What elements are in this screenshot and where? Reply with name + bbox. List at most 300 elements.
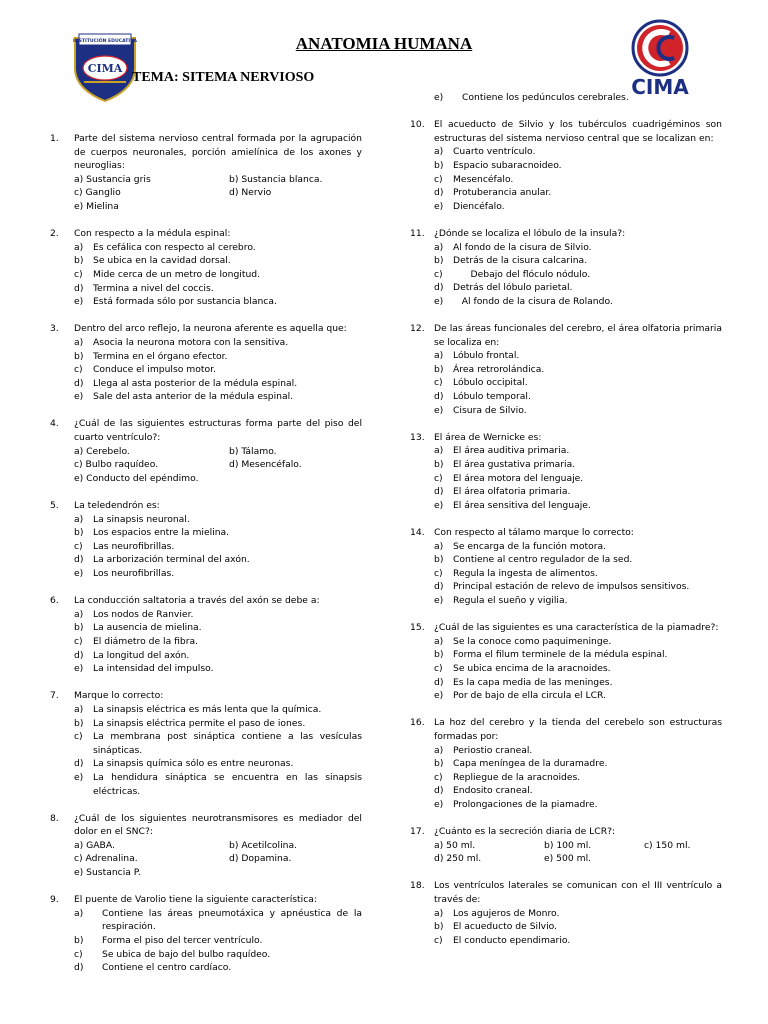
answer-option: a) Cerebelo. <box>74 445 130 457</box>
question-stem: Parte del sistema nervioso central formada por la agrupación de cuerpos neuronales, porción amielínica de los axones y neuroglias: <box>74 133 362 172</box>
option-letter: a) <box>74 336 84 348</box>
option-letter: b) <box>74 527 84 539</box>
option-text: Contiene el centro cardíaco. <box>102 962 232 974</box>
question-item <box>410 91 722 105</box>
option-text: Cuarto ventrículo. <box>453 146 536 158</box>
left-question-column <box>50 132 365 988</box>
question-stem: De las áreas funcionales del cerebro, el área olfatoria primaria se localiza en: <box>434 323 722 348</box>
option-letter: a) <box>434 744 444 756</box>
question-body <box>74 322 362 404</box>
option-letter: e) <box>74 663 84 675</box>
option-letter: e) <box>74 296 84 308</box>
option-text: El área gustativa primaria. <box>453 459 576 471</box>
option-letter: e) <box>434 594 444 606</box>
option-text: La sinapsis eléctrica permite el paso de iones. <box>93 717 306 729</box>
answer-option <box>74 662 362 676</box>
option-letter: b) <box>74 622 84 634</box>
option-text: Debajo del flóculo nódulo. <box>453 268 591 280</box>
option-letter: d) <box>74 649 84 661</box>
answer-option <box>434 499 722 513</box>
answer-option <box>74 635 362 649</box>
option-text: La longitud del axón. <box>93 649 190 661</box>
answer-option <box>74 526 362 540</box>
option-letter: c) <box>434 934 443 946</box>
answer-option: a) 50 ml. <box>434 839 476 851</box>
question-stem: Con respecto al tálamo marque lo correcto: <box>434 527 634 538</box>
question-stem: ¿Cuánto es la secreción diaria de LCR?: <box>434 826 616 838</box>
question-stem: La hoz del cerebro y la tienda del cerebelo son estructuras formadas por: <box>434 717 722 742</box>
answer-option: d) Dopamina. <box>229 853 292 865</box>
right-question-column <box>410 91 722 961</box>
answer-option: d) Mesencéfalo. <box>229 459 302 471</box>
options-grid <box>74 839 362 880</box>
answer-option <box>434 784 722 798</box>
answer-option <box>434 458 722 472</box>
answer-option <box>74 390 362 404</box>
question-item <box>50 594 362 676</box>
option-letter: b) <box>434 649 444 661</box>
option-text: Prolongaciones de la piamadre. <box>453 798 598 810</box>
question-body <box>434 879 722 947</box>
options-grid <box>434 839 722 866</box>
question-number: 6. <box>50 595 59 607</box>
answer-option <box>434 594 722 608</box>
answer-option: e) Mielina <box>74 200 119 212</box>
option-text: La sinapsis química sólo es entre neuronas. <box>93 758 294 770</box>
answer-option <box>434 934 722 948</box>
question-number: 18. <box>410 880 425 892</box>
options-grid <box>74 445 362 486</box>
page-title: ANATOMIA HUMANA <box>295 34 473 53</box>
option-letter: c) <box>434 567 443 579</box>
option-letter: e) <box>434 798 444 810</box>
question-stem: El puente de Varolio tiene la siguiente característica: <box>74 894 317 906</box>
answer-option: b) Sustancia blanca. <box>229 173 323 185</box>
option-letter: a) <box>74 907 84 919</box>
question-body <box>74 227 362 309</box>
option-text: Lóbulo frontal. <box>453 350 520 362</box>
option-letter: b) <box>434 554 444 566</box>
answer-option <box>74 295 362 309</box>
question-stem: El acueducto de Silvio y los tubérculos cuadrigéminos son estructuras del sistema nervioso central que se localizan en: <box>434 119 722 144</box>
option-letter: d) <box>434 581 444 593</box>
option-text: Repliegue de la aracnoides. <box>453 771 581 783</box>
question-stem: La conducción saltatoria a través del axón se debe a: <box>74 595 320 607</box>
question-body <box>434 322 722 417</box>
option-text: Se ubica de bajo del bulbo raquídeo. <box>102 948 271 960</box>
option-letter: c) <box>74 731 83 743</box>
question-number <box>410 91 434 105</box>
question-body <box>434 91 722 105</box>
question-number: 4. <box>50 418 59 430</box>
answer-option: d) 250 ml. <box>434 853 482 865</box>
question-body <box>434 431 722 513</box>
option-letter: c) <box>74 540 83 552</box>
option-text: Llega al asta posterior de la médula espinal. <box>93 377 298 389</box>
option-text: Espacio subaracnoideo. <box>453 159 562 171</box>
question-number: 15. <box>410 622 425 634</box>
answer-option <box>74 282 362 296</box>
answer-option <box>434 404 722 418</box>
option-letter: a) <box>74 608 84 620</box>
option-text: El área olfatoria primaria. <box>453 486 571 498</box>
question-item <box>410 526 722 608</box>
option-text: Contiene al centro regulador de la sed. <box>453 554 633 566</box>
option-text: Termina en el órgano efector. <box>93 350 228 362</box>
question-item <box>50 689 365 798</box>
option-letter: a) <box>74 513 84 525</box>
option-letter: a) <box>434 540 444 552</box>
answer-option <box>434 173 722 187</box>
question-body <box>434 621 722 703</box>
option-letter: d) <box>74 377 84 389</box>
answer-option <box>74 934 362 948</box>
answer-option: c) 150 ml. <box>644 839 691 851</box>
question-item <box>50 812 362 880</box>
answer-option: a) GABA. <box>74 839 115 851</box>
option-letter: a) <box>434 241 444 253</box>
answer-option <box>74 268 362 282</box>
answer-option <box>74 350 362 364</box>
option-letter: e) <box>434 295 444 307</box>
question-body <box>434 118 722 213</box>
option-text: Contiene las áreas pneumotáxica y apnéustica de la respiración. <box>102 907 365 933</box>
answer-option: e) 500 ml. <box>544 853 592 865</box>
question-item <box>50 132 362 214</box>
answer-option <box>74 649 362 663</box>
option-text: Regula la ingesta de alimentos. <box>453 567 598 579</box>
question-number: 13. <box>410 431 425 443</box>
question-stem: Los ventrículos laterales se comunican con el III ventrículo a través de: <box>434 880 722 906</box>
question-body <box>74 893 365 975</box>
option-text: Lóbulo occipital. <box>453 377 528 389</box>
answer-option <box>74 241 362 255</box>
answer-option <box>434 241 722 255</box>
option-text: El diámetro de la fibra. <box>93 635 199 647</box>
answer-option <box>434 689 722 703</box>
option-text: Regula el sueño y vigilia. <box>453 594 568 606</box>
answer-option: a) Sustancia gris <box>74 173 151 185</box>
question-stem: ¿Cuál de las siguientes estructuras forma parte del piso del cuarto ventrículo?: <box>74 418 362 444</box>
option-text: Contiene los pedúnculos cerebrales. <box>462 92 629 103</box>
option-letter: e) <box>434 200 444 212</box>
answer-option <box>434 254 722 268</box>
option-letter: d) <box>434 391 444 403</box>
option-letter: e) <box>74 391 84 403</box>
question-stem: ¿Cuál de las siguientes es una característica de la piamadre?: <box>434 622 719 634</box>
option-letter: d) <box>434 486 444 498</box>
answer-option <box>74 608 362 622</box>
option-text: Es la capa media de las meninges. <box>453 676 613 688</box>
cima-circle-logo <box>622 18 698 98</box>
option-text: Se la conoce como paquimeninge. <box>453 635 612 647</box>
answer-option: c) Ganglio <box>74 187 121 199</box>
answer-option: d) Nervio <box>229 187 272 199</box>
option-letter: c) <box>434 377 443 389</box>
answer-option <box>434 676 722 690</box>
question-body <box>434 716 722 811</box>
option-text: Protuberancia anular. <box>453 187 552 199</box>
answer-option <box>74 961 362 975</box>
question-item <box>410 621 722 703</box>
option-text: Asocia la neurona motora con la sensitiva. <box>93 336 289 348</box>
question-stem: Dentro del arco reflejo, la neurona aferente es aquella que: <box>74 323 347 335</box>
question-number: 3. <box>50 323 59 335</box>
option-text: Por de bajo de ella circula el LCR. <box>453 690 606 702</box>
option-letter: b) <box>74 255 84 267</box>
option-letter: a) <box>74 703 84 715</box>
page-subtitle: TEMA: SITEMA NERVIOSO <box>132 70 315 85</box>
question-item <box>50 893 365 975</box>
option-text: Endosito craneal. <box>453 785 533 797</box>
option-text: Al fondo de la cisura de Rolando. <box>453 295 613 307</box>
option-text: El acueducto de Silvio. <box>453 921 557 933</box>
question-stem: ¿Cuál de los siguientes neurotransmisores es mediador del dolor en el SNC?: <box>74 812 362 838</box>
question-number: 8. <box>50 812 59 824</box>
question-number: 9. <box>50 894 59 906</box>
option-letter: d) <box>434 785 444 797</box>
question-number: 16. <box>410 717 425 729</box>
question-item <box>410 431 722 513</box>
option-text: Lóbulo temporal. <box>453 391 531 403</box>
answer-option <box>434 200 722 214</box>
question-body <box>434 825 722 866</box>
option-letter: e) <box>434 404 444 416</box>
question-item <box>50 227 362 309</box>
answer-option: b) Tálamo. <box>229 445 277 457</box>
answer-option <box>74 757 362 771</box>
options-grid <box>74 173 362 214</box>
option-letter: a) <box>434 350 444 362</box>
answer-option <box>434 268 722 282</box>
option-letter: d) <box>74 758 84 770</box>
answer-option <box>434 771 722 785</box>
answer-option <box>434 798 722 812</box>
option-text: Se ubica encima de la aracnoides. <box>453 662 611 674</box>
option-text: Los espacios entre la mielina. <box>93 527 230 539</box>
option-text: Termina a nivel del coccis. <box>93 282 214 294</box>
option-text: Diencéfalo. <box>453 200 505 212</box>
answer-option <box>434 295 722 309</box>
question-number: 11. <box>410 227 425 239</box>
option-text: Sale del asta anterior de la médula espinal. <box>93 391 294 403</box>
answer-option <box>74 254 362 268</box>
answer-option <box>434 186 722 200</box>
question-stem: Marque lo correcto: <box>74 690 164 702</box>
option-text: Mesencéfalo. <box>453 173 514 185</box>
answer-option <box>434 635 722 649</box>
option-letter: b) <box>74 935 84 947</box>
answer-option <box>74 513 362 527</box>
option-text: La membrana post sináptica contiene a las vesículas sinápticas. <box>93 731 365 756</box>
answer-option <box>74 907 365 934</box>
question-item <box>410 118 722 213</box>
answer-option: e) Sustancia P. <box>74 867 141 879</box>
answer-option <box>74 377 362 391</box>
option-letter: d) <box>74 962 84 974</box>
answer-option <box>434 553 722 567</box>
option-text: La intensidad del impulso. <box>93 663 214 675</box>
question-stem: Con respecto a la médula espinal: <box>74 228 231 240</box>
option-letter: b) <box>434 921 444 933</box>
option-text: Es cefálica con respecto al cerebro. <box>93 241 256 253</box>
answer-option <box>434 444 722 458</box>
question-item <box>50 417 362 485</box>
question-number: 14. <box>410 527 425 538</box>
question-stem: ¿Dónde se localiza el lóbulo de la insula?: <box>434 227 626 239</box>
option-letter: d) <box>434 676 444 688</box>
answer-option: b) Acetilcolina. <box>229 839 298 851</box>
answer-option <box>434 390 722 404</box>
option-text: Forma el filum terminele de la médula espinal. <box>453 649 668 661</box>
option-letter: c) <box>74 635 83 647</box>
option-letter: b) <box>434 459 444 471</box>
answer-option <box>74 567 362 581</box>
answer-option <box>434 472 722 486</box>
option-text: La arborización terminal del axón. <box>93 554 250 566</box>
option-text: Periostio craneal. <box>453 744 533 756</box>
option-letter: d) <box>434 282 444 294</box>
answer-option: c) Adrenalina. <box>74 853 138 865</box>
option-text: El área sensitiva del lenguaje. <box>453 499 591 511</box>
option-letter: d) <box>74 554 84 566</box>
answer-option: b) 100 ml. <box>544 839 592 851</box>
option-letter: a) <box>434 445 444 457</box>
question-number: 2. <box>50 228 59 240</box>
option-letter: a) <box>74 241 84 253</box>
question-body <box>74 812 362 880</box>
answer-option <box>434 662 722 676</box>
option-text: El conducto ependimario. <box>453 934 571 946</box>
option-letter: b) <box>434 758 444 770</box>
option-text: Las neurofibrillas. <box>93 540 175 552</box>
logo-left-brand: CIMA <box>87 62 123 75</box>
question-item <box>410 825 722 866</box>
option-letter: a) <box>434 907 444 919</box>
option-letter: c) <box>434 771 443 783</box>
answer-option <box>434 349 722 363</box>
option-letter: e) <box>434 690 444 702</box>
option-letter: e) <box>74 771 84 783</box>
answer-option <box>434 567 722 581</box>
answer-option <box>434 648 722 662</box>
option-text: Conduce el impulso motor. <box>93 364 216 376</box>
answer-option <box>434 91 722 105</box>
question-body <box>74 689 365 798</box>
question-number: 1. <box>50 133 59 144</box>
option-letter: c) <box>74 948 83 960</box>
question-body <box>434 526 722 608</box>
option-text: Los neurofibrillas. <box>93 568 175 579</box>
option-text: Área retrorolándica. <box>453 363 545 375</box>
answer-option <box>434 580 722 594</box>
question-number: 17. <box>410 826 425 838</box>
option-text: Detrás de la cisura calcarina. <box>453 255 588 267</box>
question-stem: La teledendrón es: <box>74 500 160 512</box>
question-number: 5. <box>50 500 59 512</box>
answer-option <box>74 336 362 350</box>
question-item <box>50 499 362 581</box>
option-letter: b) <box>74 717 84 729</box>
answer-option <box>74 553 362 567</box>
option-text: Los agujeros de Monro. <box>453 907 560 919</box>
option-letter: e) <box>434 92 444 103</box>
option-text: La ausencia de mielina. <box>93 622 202 634</box>
answer-option <box>74 621 362 635</box>
answer-option <box>434 907 722 921</box>
answer-option <box>434 485 722 499</box>
answer-option <box>74 703 362 717</box>
answer-option <box>434 757 722 771</box>
question-stem: El área de Wernicke es: <box>434 431 542 443</box>
answer-option: e) Conducto del epéndimo. <box>74 472 199 484</box>
question-item <box>410 322 722 417</box>
answer-option <box>434 376 722 390</box>
answer-option <box>434 145 722 159</box>
option-letter: c) <box>434 173 443 185</box>
option-letter: d) <box>74 282 84 294</box>
answer-option <box>434 744 722 758</box>
option-letter: a) <box>434 146 444 158</box>
option-text: El área auditiva primaria. <box>453 445 570 457</box>
answer-option <box>434 363 722 377</box>
option-letter: b) <box>434 255 444 267</box>
option-letter: b) <box>434 363 444 375</box>
option-text: El área motora del lenguaje. <box>453 472 584 484</box>
option-letter: b) <box>434 159 444 171</box>
option-text: Forma el piso del tercer ventrículo. <box>102 935 263 947</box>
option-letter: a) <box>434 635 444 647</box>
answer-option <box>74 717 362 731</box>
option-text: Se encarga de la función motora. <box>453 540 607 552</box>
answer-option: c) Bulbo raquídeo. <box>74 459 159 471</box>
option-letter: c) <box>74 268 83 280</box>
question-number: 10. <box>410 119 425 131</box>
question-number: 7. <box>50 690 59 702</box>
answer-option <box>434 159 722 173</box>
logo-right-brand: CIMA <box>631 75 689 98</box>
logo-left-top-text: INSTITUCIÓN EDUCATIVA <box>73 39 137 44</box>
option-text: Está formada sólo por sustancia blanca. <box>93 296 277 308</box>
question-item <box>50 322 362 404</box>
option-text: Se ubica en la cavidad dorsal. <box>93 255 231 267</box>
option-letter: c) <box>74 364 83 376</box>
question-body <box>434 227 722 309</box>
answer-option <box>434 920 722 934</box>
question-item <box>410 879 722 947</box>
option-text: Detrás del lóbulo parietal. <box>453 282 573 294</box>
question-number: 12. <box>410 323 425 335</box>
question-body <box>74 499 362 581</box>
question-item <box>410 227 722 309</box>
option-text: Mide cerca de un metro de longitud. <box>93 268 261 280</box>
option-letter: d) <box>434 187 444 199</box>
option-text: Al fondo de la cisura de Silvio. <box>453 241 592 253</box>
option-letter: e) <box>74 568 84 579</box>
option-text: Cisura de Silvio. <box>453 404 527 416</box>
option-letter: c) <box>434 268 443 280</box>
question-body <box>74 417 362 485</box>
option-text: Capa meníngea de la duramadre. <box>453 758 608 770</box>
question-body <box>74 132 362 214</box>
option-letter: e) <box>434 499 444 511</box>
answer-option <box>74 948 362 962</box>
option-text: La hendidura sináptica se encuentra en las sinapsis eléctricas. <box>93 771 365 797</box>
answer-option <box>74 730 365 757</box>
question-body <box>74 594 362 676</box>
option-text: Principal estación de relevo de impulsos sensitivos. <box>453 581 690 593</box>
option-text: La sinapsis neuronal. <box>93 513 190 525</box>
